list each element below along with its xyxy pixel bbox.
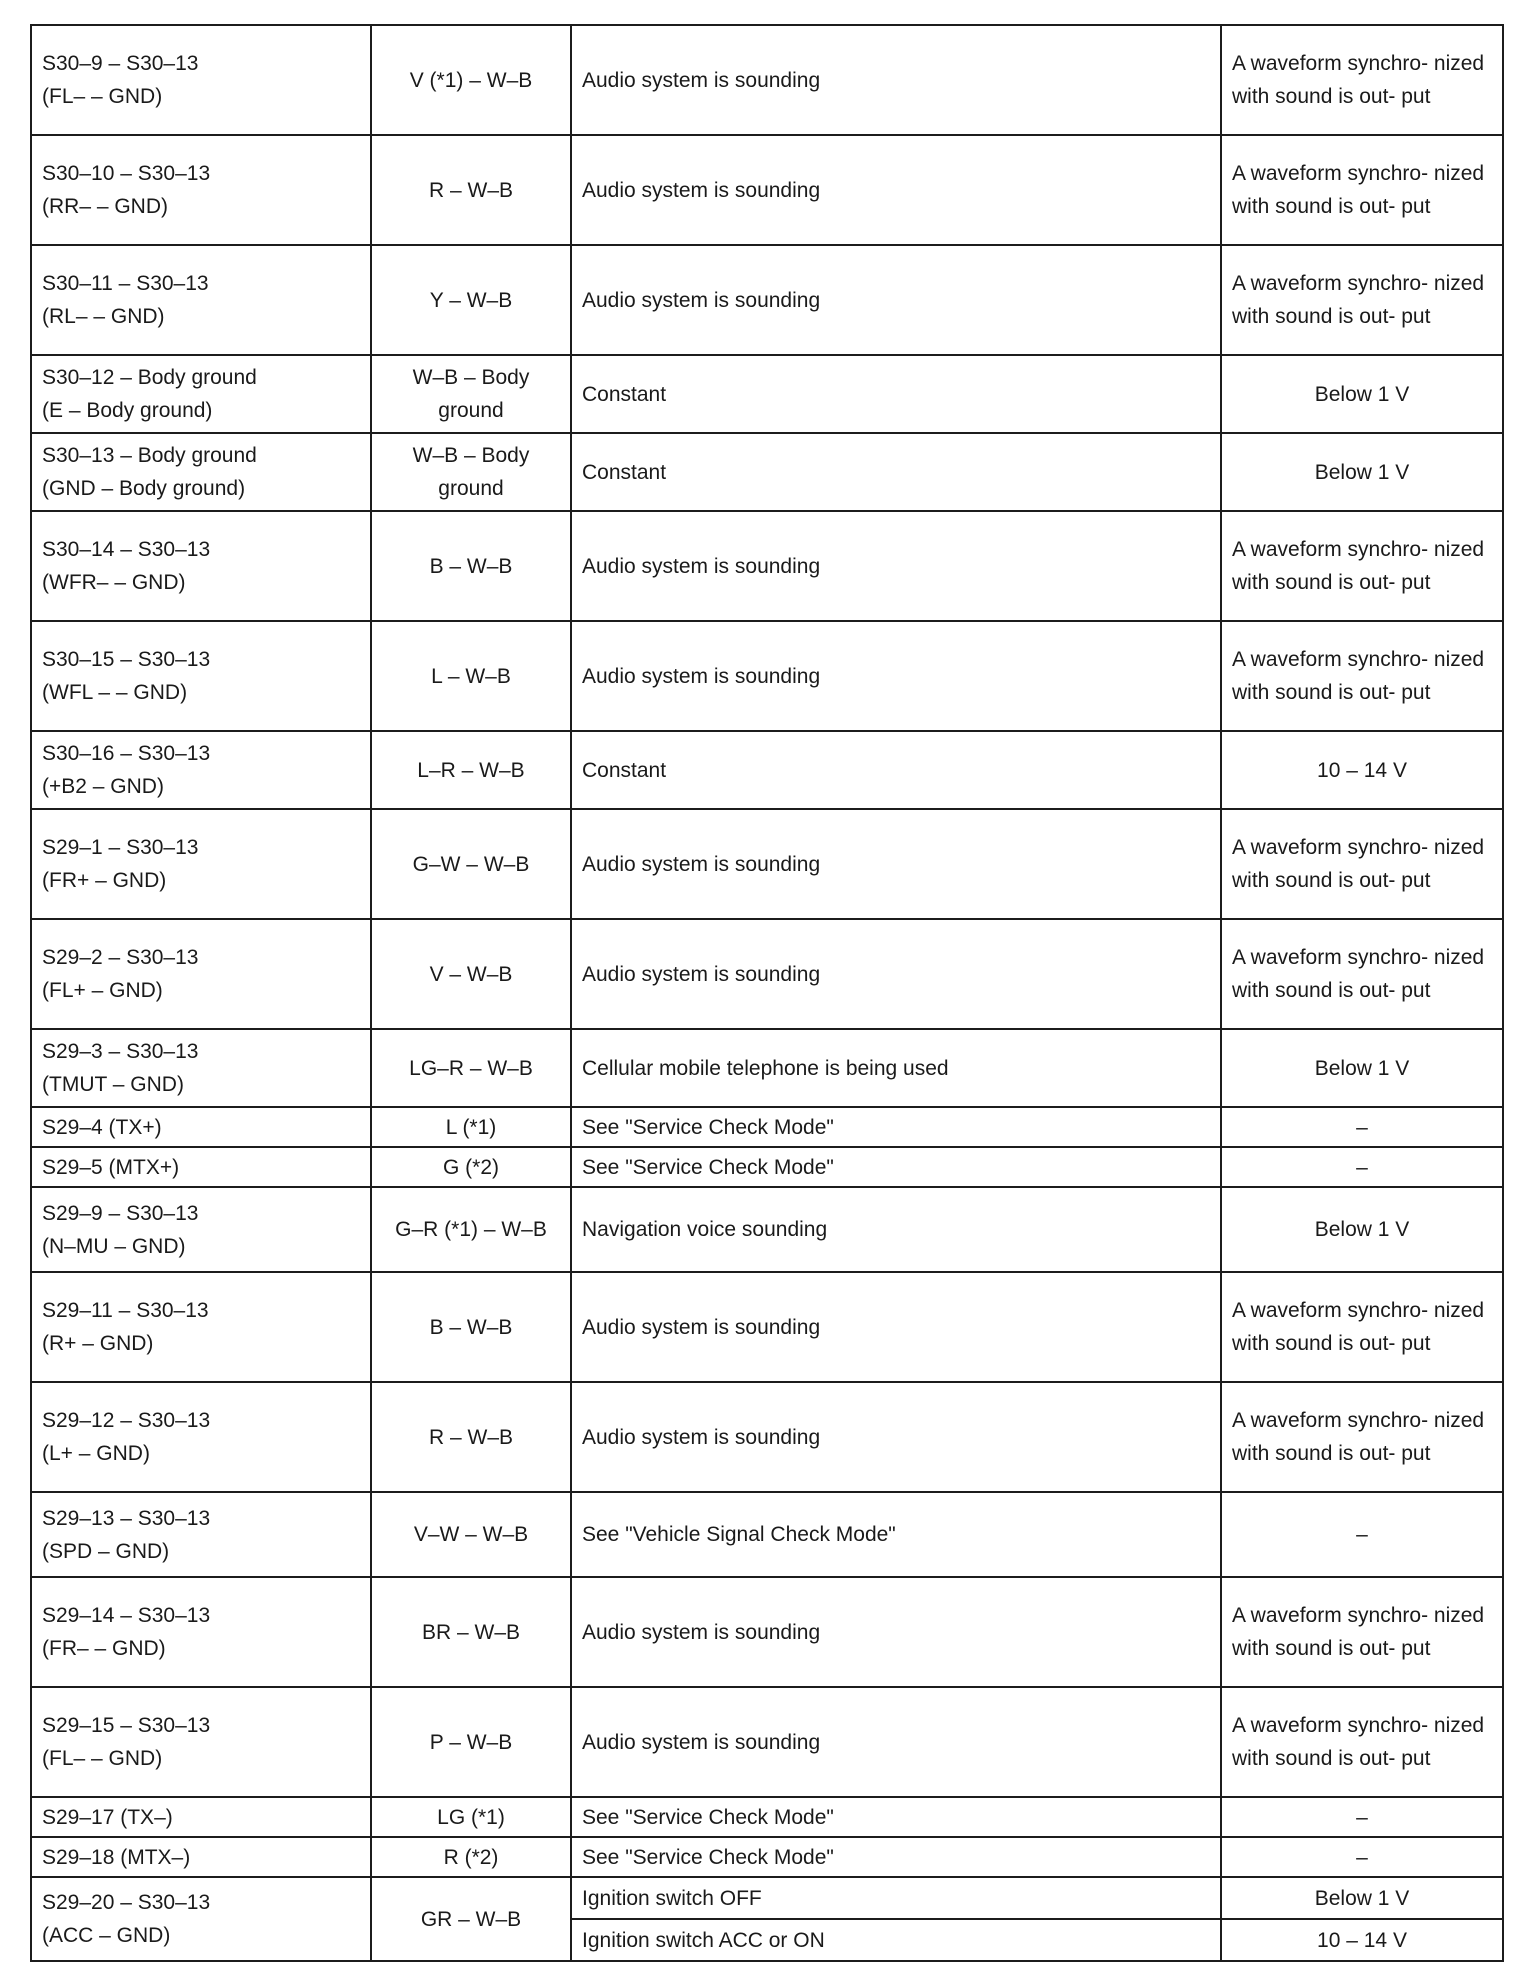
spec-cell xyxy=(1221,1029,1503,1107)
spec-cell xyxy=(1221,25,1503,135)
condition-cell-line: Constant xyxy=(582,382,667,406)
condition-cell xyxy=(571,1107,1221,1147)
wiring-color-cell xyxy=(371,919,571,1029)
wiring-color-cell xyxy=(371,135,571,245)
table-row xyxy=(31,621,1503,731)
table-row xyxy=(31,731,1503,809)
spec-cell-line: A waveform synchro- nized with sound is out- put xyxy=(1232,52,1485,108)
wiring-color-cell-line: G–W – W–B xyxy=(412,852,530,876)
spec-cell xyxy=(1221,1272,1503,1382)
terminal-cell-line: S29–1 – S30–13 xyxy=(42,836,199,859)
wiring-color-cell-line: R – W–B xyxy=(428,1425,514,1449)
wiring-color-cell xyxy=(371,1107,571,1147)
spec-cell xyxy=(1221,245,1503,355)
terminal-cell-line: (+B2 – GND) xyxy=(42,775,164,798)
table-row xyxy=(31,919,1503,1029)
condition-cell-line: Constant xyxy=(582,460,667,484)
wiring-color-cell-line: LG (*1) xyxy=(437,1805,505,1829)
terminal-cell xyxy=(31,25,371,135)
condition-cell-line: Audio system is sounding xyxy=(582,852,821,876)
terminal-cell xyxy=(31,433,371,511)
wiring-color-cell xyxy=(371,1492,571,1577)
table-row xyxy=(31,1187,1503,1272)
table-row xyxy=(31,245,1503,355)
terminal-cell-line: (N–MU – GND) xyxy=(42,1234,186,1258)
wiring-color-cell-line: G (*2) xyxy=(442,1155,499,1179)
spec-cell xyxy=(1221,621,1503,731)
wiring-color-cell xyxy=(371,245,571,355)
condition-cell-line: Constant xyxy=(582,758,667,782)
condition-cell xyxy=(571,1492,1221,1577)
condition-cell xyxy=(571,245,1221,355)
table-row xyxy=(31,135,1503,245)
condition-cell xyxy=(571,1187,1221,1272)
condition-cell xyxy=(571,1029,1221,1107)
wiring-color-cell xyxy=(371,511,571,621)
wiring-color-cell-line: R – W–B xyxy=(428,178,514,202)
spec-cell-line: A waveform synchro- nized with sound is out- put xyxy=(1232,162,1485,218)
terminal-cell xyxy=(31,1687,371,1797)
wiring-color-cell xyxy=(371,1187,571,1272)
wiring-color-cell xyxy=(371,1147,571,1187)
terminal-cell-line: S29–5 (MTX+) xyxy=(42,1155,180,1179)
terminal-cell xyxy=(31,1187,371,1272)
spec-cell xyxy=(1221,135,1503,245)
wiring-color-cell xyxy=(371,355,571,433)
wiring-color-cell-line: L–R – W–B xyxy=(417,758,525,782)
spec-cell-line: – xyxy=(1356,1115,1368,1139)
condition-cell xyxy=(571,355,1221,433)
terminal-cell-line: (FR+ – GND) xyxy=(42,869,167,892)
condition-cell-line: See "Service Check Mode" xyxy=(582,1845,834,1869)
terminal-cell xyxy=(31,511,371,621)
wiring-color-cell xyxy=(371,1837,571,1877)
terminal-cell-line: (ACC – GND) xyxy=(42,1924,171,1947)
condition-cell xyxy=(571,1147,1221,1187)
spec-cell-line: A waveform synchro- nized with sound is out- put xyxy=(1232,946,1485,1002)
condition-cell-line: See "Service Check Mode" xyxy=(582,1805,834,1829)
table-row xyxy=(31,809,1503,919)
spec-cell-line: 10 – 14 V xyxy=(1317,758,1407,782)
terminal-cell-line: (RR– – GND) xyxy=(42,195,169,218)
condition-cell xyxy=(571,1577,1221,1687)
table-row xyxy=(31,1029,1503,1107)
condition-cell xyxy=(571,25,1221,135)
condition-cell-line: See "Service Check Mode" xyxy=(582,1155,834,1179)
condition-cell-line: Audio system is sounding xyxy=(582,288,821,312)
table-row xyxy=(31,511,1503,621)
wiring-color-cell xyxy=(371,1687,571,1797)
wiring-color-cell xyxy=(371,731,571,809)
wiring-color-cell xyxy=(371,25,571,135)
terminal-cell-line: S29–13 – S30–13 xyxy=(42,1506,211,1530)
condition-cell xyxy=(571,511,1221,621)
table-row xyxy=(31,25,1503,135)
terminal-cell-line: (WFR– – GND) xyxy=(42,571,186,594)
terminal-cell xyxy=(31,621,371,731)
terminal-cell-line: (R+ – GND) xyxy=(42,1332,154,1355)
spec-cell-line: A waveform synchro- nized with sound is out- put xyxy=(1232,1409,1485,1465)
terminal-cell xyxy=(31,1877,371,1961)
condition-cell xyxy=(571,1837,1221,1877)
condition-cell-line: See "Vehicle Signal Check Mode" xyxy=(582,1523,896,1546)
terminal-cell xyxy=(31,1837,371,1877)
wiring-color-cell-line: L – W–B xyxy=(431,664,511,688)
spec-cell: 10 – 14 V xyxy=(1221,1919,1503,1961)
table-row xyxy=(31,1877,1503,1919)
spec-cell xyxy=(1221,1107,1503,1147)
spec-cell-line: Below 1 V xyxy=(1314,382,1410,406)
terminal-cell-line: S30–10 – S30–13 xyxy=(42,162,211,185)
terminal-cell-line: (FL– – GND) xyxy=(42,85,163,108)
terminal-cell-line: (FR– – GND) xyxy=(42,1637,166,1660)
terminal-cell xyxy=(31,245,371,355)
wiring-color-cell-line: V (*1) – W–B xyxy=(409,68,533,92)
terminal-cell xyxy=(31,919,371,1029)
condition-cell-line: Audio system is sounding xyxy=(582,1425,821,1449)
condition-cell-line: Audio system is sounding xyxy=(582,554,821,578)
table-row xyxy=(31,355,1503,433)
terminal-cell xyxy=(31,1797,371,1837)
spec-cell: Below 1 V xyxy=(1221,1877,1503,1919)
table-row xyxy=(31,433,1503,511)
terminal-cell-line: S29–3 – S30–13 xyxy=(42,1040,199,1063)
wiring-color-cell-line: G–R (*1) – W–B xyxy=(395,1218,547,1241)
spec-cell xyxy=(1221,731,1503,809)
spec-cell xyxy=(1221,1187,1503,1272)
condition-cell-line: Audio system is sounding xyxy=(582,178,821,202)
condition-cell xyxy=(571,1272,1221,1382)
spec-cell-line: Below 1 V xyxy=(1314,1218,1410,1241)
spec-cell xyxy=(1221,919,1503,1029)
condition-cell-line: Audio system is sounding xyxy=(582,962,821,986)
wiring-color-cell xyxy=(371,1272,571,1382)
wiring-color-cell-line: V – W–B xyxy=(429,962,513,986)
terminal-cell xyxy=(31,1382,371,1492)
terminal-cell-line: (L+ – GND) xyxy=(42,1442,150,1465)
terminal-cell-line: (RL– – GND) xyxy=(42,305,165,328)
spec-cell-line: Below 1 V xyxy=(1314,460,1410,484)
condition-cell: Ignition switch ACC or ON xyxy=(571,1919,1221,1961)
terminal-cell-line: (FL+ – GND) xyxy=(42,979,163,1002)
terminal-cell xyxy=(31,135,371,245)
spec-cell-line: – xyxy=(1356,1845,1368,1869)
condition-cell-line: Cellular mobile telephone is being used xyxy=(582,1056,949,1080)
spec-cell xyxy=(1221,1577,1503,1687)
terminal-cell xyxy=(31,1492,371,1577)
terminal-cell-line: S30–11 – S30–13 xyxy=(42,272,209,295)
spec-cell-line: A waveform synchro- nized with sound is out- put xyxy=(1232,1299,1485,1355)
table-row xyxy=(31,1687,1503,1797)
spec-cell-line: – xyxy=(1356,1805,1368,1829)
table-row xyxy=(31,1147,1503,1187)
wiring-color-cell xyxy=(371,1577,571,1687)
condition-cell-line: Audio system is sounding xyxy=(582,1730,821,1754)
spec-cell xyxy=(1221,1797,1503,1837)
terminal-cell xyxy=(31,809,371,919)
terminal-cell xyxy=(31,1147,371,1187)
spec-cell xyxy=(1221,511,1503,621)
wiring-color-cell-line: L (*1) xyxy=(445,1115,497,1139)
condition-cell-line: Audio system is sounding xyxy=(582,1315,821,1339)
terminal-cell xyxy=(31,731,371,809)
terminal-cell-line: S30–16 – S30–13 xyxy=(42,742,211,765)
condition-cell xyxy=(571,1382,1221,1492)
terminal-cell xyxy=(31,1272,371,1382)
condition-cell xyxy=(571,433,1221,511)
wiring-color-cell-line: W–B – Body ground xyxy=(412,366,530,422)
wiring-color-cell xyxy=(371,621,571,731)
terminal-cell-line: S30–14 – S30–13 xyxy=(42,538,211,561)
table-row xyxy=(31,1837,1503,1877)
table-row xyxy=(31,1577,1503,1687)
terminal-cell-line: S30–12 – Body ground xyxy=(42,366,257,389)
terminal-cell-line: (TMUT – GND) xyxy=(42,1073,184,1096)
spec-cell-line: A waveform synchro- nized with sound is out- put xyxy=(1232,538,1485,594)
condition-cell-line: Audio system is sounding xyxy=(582,68,821,92)
terminal-cell-line: (WFL – – GND) xyxy=(42,681,188,704)
table-row xyxy=(31,1272,1503,1382)
terminal-cell-line: S30–13 – Body ground xyxy=(42,444,257,467)
spec-cell-line: A waveform synchro- nized with sound is out- put xyxy=(1232,1604,1485,1660)
wiring-color-cell xyxy=(371,1029,571,1107)
terminal-cell-line: (GND – Body ground) xyxy=(42,477,246,500)
terminal-cell-line: S29–14 – S30–13 xyxy=(42,1604,211,1627)
terminal-cell-line: S29–11 – S30–13 xyxy=(42,1299,209,1322)
condition-cell-line: Navigation voice sounding xyxy=(582,1218,828,1241)
wiring-color-cell-line: W–B – Body ground xyxy=(412,444,530,500)
terminal-cell-line: S30–9 – S30–13 xyxy=(42,52,199,75)
terminal-cell-line: S29–18 (MTX–) xyxy=(42,1845,191,1869)
wiring-color-cell-line: V–W – W–B xyxy=(413,1523,529,1546)
condition-cell-line: See "Service Check Mode" xyxy=(582,1115,834,1139)
condition-cell-line: Audio system is sounding xyxy=(582,1620,821,1644)
spec-cell-line: Below 1 V xyxy=(1314,1056,1410,1080)
spec-cell-line: A waveform synchro- nized with sound is out- put xyxy=(1232,648,1485,704)
wiring-color-cell-line: B – W–B xyxy=(429,1315,513,1339)
spec-cell xyxy=(1221,1837,1503,1877)
wiring-color-cell xyxy=(371,1877,571,1961)
spec-cell xyxy=(1221,1147,1503,1187)
wiring-color-cell-line: GR – W–B xyxy=(420,1907,522,1931)
wiring-color-cell-line: BR – W–B xyxy=(421,1620,521,1644)
terminal-cell-line: S30–15 – S30–13 xyxy=(42,648,211,671)
spec-cell xyxy=(1221,1492,1503,1577)
spec-cell xyxy=(1221,1382,1503,1492)
spec-cell xyxy=(1221,355,1503,433)
terminal-cell-line: S29–15 – S30–13 xyxy=(42,1714,211,1737)
condition-cell xyxy=(571,1797,1221,1837)
spec-cell-line: A waveform synchro- nized with sound is out- put xyxy=(1232,1714,1485,1770)
wiring-color-cell-line: R (*2) xyxy=(443,1845,499,1869)
inspection-table xyxy=(30,24,1486,1962)
wiring-color-cell xyxy=(371,433,571,511)
spec-cell xyxy=(1221,809,1503,919)
condition-cell xyxy=(571,135,1221,245)
wiring-color-cell xyxy=(371,1797,571,1837)
terminal-cell xyxy=(31,1577,371,1687)
spec-cell xyxy=(1221,1687,1503,1797)
terminal-cell-line: S29–17 (TX–) xyxy=(42,1805,173,1829)
terminal-cell-line: S29–12 – S30–13 xyxy=(42,1409,211,1432)
spec-cell-line: A waveform synchro- nized with sound is out- put xyxy=(1232,272,1485,328)
condition-cell-line: Audio system is sounding xyxy=(582,664,821,688)
spec-cell xyxy=(1221,433,1503,511)
spec-cell-line: – xyxy=(1356,1155,1368,1179)
condition-cell: Ignition switch OFF xyxy=(571,1877,1221,1919)
condition-cell xyxy=(571,919,1221,1029)
wiring-color-cell-line: Y – W–B xyxy=(429,288,513,312)
wiring-color-cell-line: LG–R – W–B xyxy=(409,1056,533,1080)
spec-cell-line: – xyxy=(1356,1523,1368,1546)
wiring-color-cell-line: B – W–B xyxy=(429,554,513,578)
condition-cell xyxy=(571,731,1221,809)
condition-cell xyxy=(571,809,1221,919)
spec-cell-line: A waveform synchro- nized with sound is out- put xyxy=(1232,836,1485,892)
terminal-cell-line: S29–2 – S30–13 xyxy=(42,946,199,969)
terminal-cell-line: S29–9 – S30–13 xyxy=(42,1201,199,1225)
terminal-cell-line: (E – Body ground) xyxy=(42,399,213,422)
terminal-cell-line: (SPD – GND) xyxy=(42,1539,170,1563)
wiring-color-cell xyxy=(371,1382,571,1492)
condition-cell xyxy=(571,621,1221,731)
table-row xyxy=(31,1797,1503,1837)
terminal-cell xyxy=(31,1029,371,1107)
wiring-color-cell-line: P – W–B xyxy=(429,1730,513,1754)
terminal-cell xyxy=(31,355,371,433)
terminal-cell-line: (FL– – GND) xyxy=(42,1747,163,1770)
wiring-color-cell xyxy=(371,809,571,919)
terminal-cell xyxy=(31,1107,371,1147)
table-row xyxy=(31,1107,1503,1147)
condition-cell xyxy=(571,1687,1221,1797)
table-row xyxy=(31,1382,1503,1492)
terminal-cell-line: S29–20 – S30–13 xyxy=(42,1891,211,1914)
table-row xyxy=(31,1492,1503,1577)
terminal-cell-line: S29–4 (TX+) xyxy=(42,1115,162,1139)
